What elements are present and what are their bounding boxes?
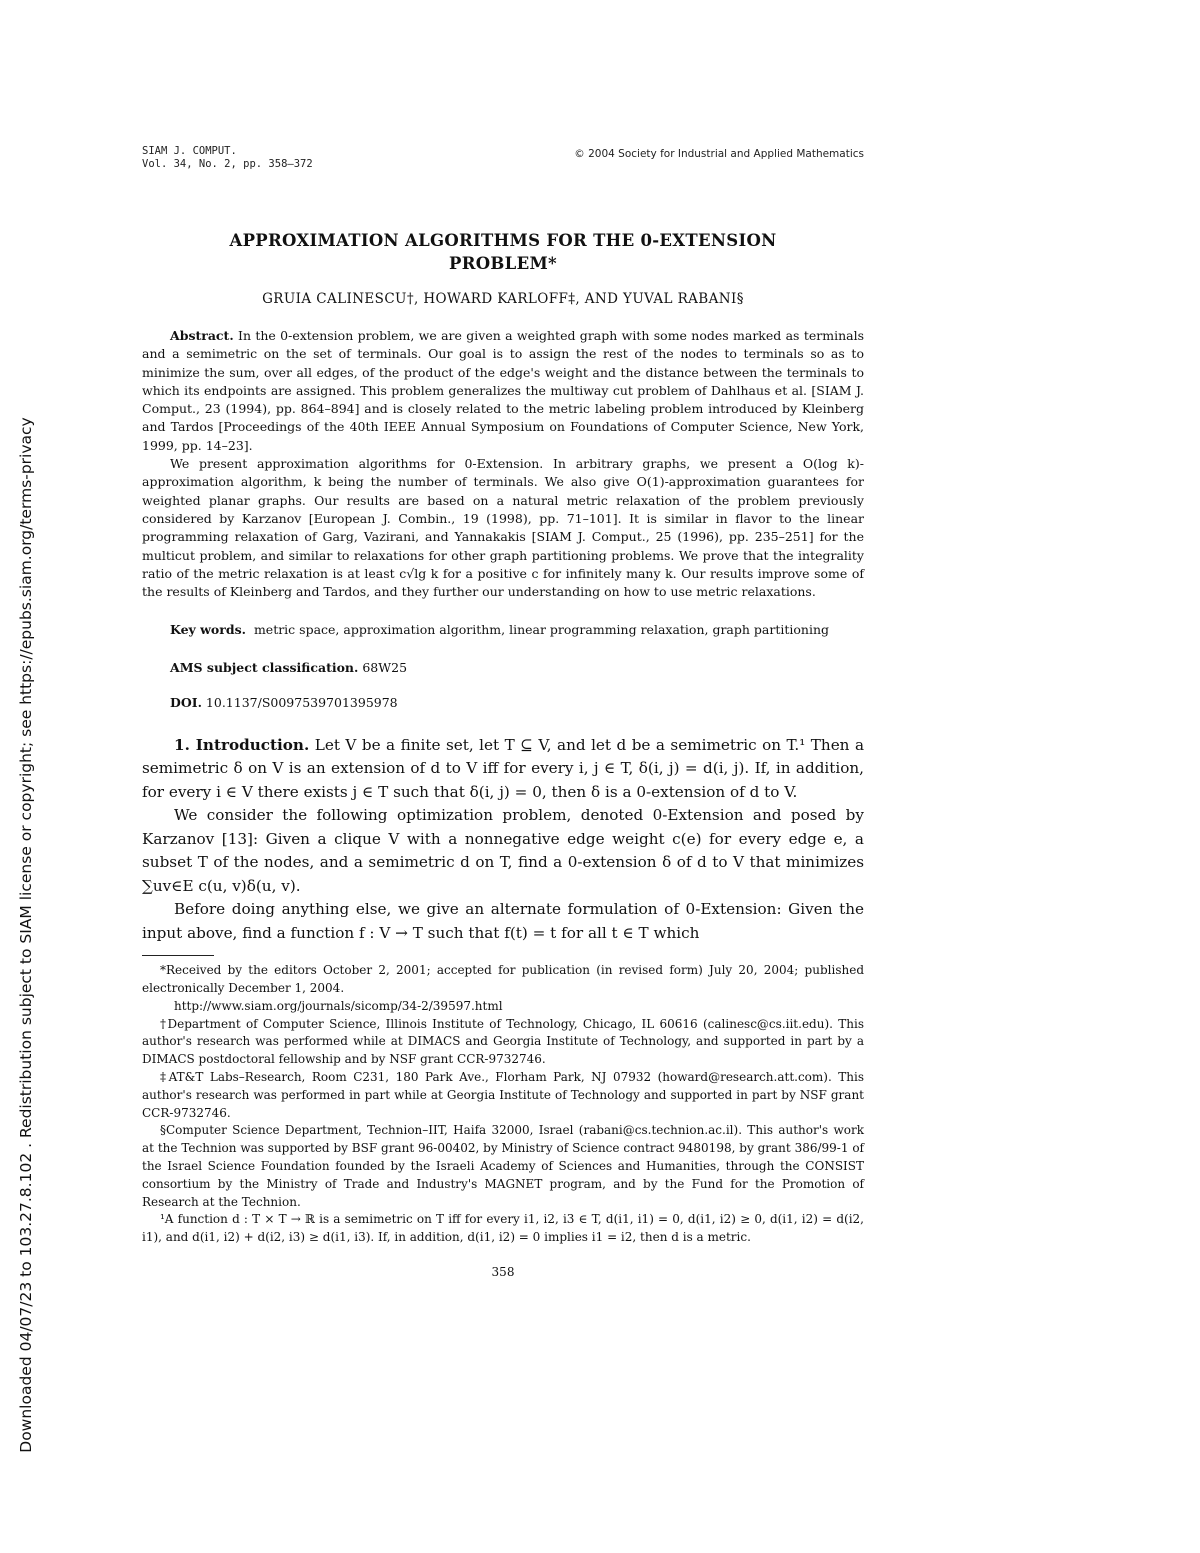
section-heading: 1. Introduction. bbox=[174, 735, 310, 754]
paper-title: APPROXIMATION ALGORITHMS FOR THE 0-EXTENSION PROBLEM* bbox=[229, 231, 777, 273]
doi-label: DOI. bbox=[170, 694, 202, 710]
footnote-received: *Received by the editors October 2, 2001; accepted for publication (in revised form) July 20, 2004; published electronically December 1, 2004. bbox=[142, 963, 864, 996]
footnote-semimetric: ¹A function d : T × T → ℝ is a semimetric on T iff for every i1, i2, i3 ∈ T, d(i1, i1) = 0, d(i1, i2) ≥ 0, d(i1, i2) = d(i2, i1), and d(i1, i2) + d(i2, i3) ≥ d(i1, i3). If, in addition, d(i1, i2) = 0 implies i1 = i2, then d is a metric. bbox=[142, 1212, 864, 1245]
journal-header bbox=[142, 145, 864, 171]
keywords-label: Key words. bbox=[170, 622, 246, 638]
footnote-url[interactable]: http://www.siam.org/journals/sicomp/34-2/39597.html bbox=[174, 998, 503, 1013]
footnotes bbox=[142, 962, 864, 1247]
doi-value: 10.1137/S0097539701395978 bbox=[205, 694, 398, 710]
footnote-author-1: †Department of Computer Science, Illinois Institute of Technology, Chicago, IL 60616 (calinesc@cs.iit.edu). This author's research was performed while at DIMACS and Georgia Institute of Technology, and supported in part by a DIMACS postdoctoral fellowship and by NSF grant CCR-9732746. bbox=[142, 1016, 864, 1067]
journal-info bbox=[142, 145, 313, 171]
footnote-author-2: ‡AT&T Labs–Research, Room C231, 180 Park Ave., Florham Park, NJ 07932 (howard@research.att.com). This author's research was performed in part while at Georgia Institute of Technology and supported in part by NSF grant CCR-9732746. bbox=[142, 1070, 864, 1120]
copyright-notice: © 2004 Society for Industrial and Applied Mathematics bbox=[574, 148, 864, 160]
abstract-paragraph-1 bbox=[142, 327, 864, 455]
abstract-text-1: In the 0-extension problem, we are given a weighted graph with some nodes marked as terminals and a semimetric on the set of terminals. Our goal is to assign the rest of the nodes to terminals so as to minimize the sum, over all edges, of the product of the edge's weight and the distance between the terminals to which its endpoints are assigned. This problem generalizes the multiway cut problem of Dahlhaus et al. [SIAM J. Comput., 23 (1994), pp. 864–894] and is closely related to the metric labeling problem introduced by Kleinberg and Tardos [Proceedings of the 40th IEEE Annual Symposium on Foundations of Computer Science, New York, 1999, pp. 14–23]. bbox=[142, 328, 864, 453]
intro-text-1: Let V be a finite set, let T ⊆ V, and let d be a semimetric on T.¹ Then a semimetric δ on V is an extension of d to V iff for every i, j ∈ T, δ(i, j) = d(i, j). If, in addition, for every i ∈ V there exists j ∈ T such that δ(i, j) = 0, then δ is a 0-extension of d to V. bbox=[142, 735, 865, 801]
page-number: 358 bbox=[491, 1265, 515, 1279]
journal-name: SIAM J. COMPUT. bbox=[142, 145, 237, 157]
doi bbox=[142, 695, 864, 710]
abstract-paragraph-2: We present approximation algorithms for 0-Extension. In arbitrary graphs, we present a O(log k)-approximation algorithm, k being the number of terminals. We also give O(1)-approximation guarantees for weighted planar graphs. Our results are based on a natural metric relaxation of the problem previously considered by Karzanov [European J. Combin., 19 (1998), pp. 71–101]. It is similar in flavor to the linear programming relaxation of Garg, Vazirani, and Yannakakis [SIAM J. Comput., 25 (1996), pp. 235–251] for the multicut problem, and similar to relaxations for other graph partitioning problems. We prove that the integrality ratio of the metric relaxation is at least c√lg k for a positive c for infinitely many k. Our results improve some of the results of Kleinberg and Tardos, and they further our understanding on how to use metric relaxations. bbox=[142, 456, 864, 600]
ams-label: AMS subject classification. bbox=[170, 659, 359, 675]
author-list: GRUIA CALINESCU†, HOWARD KARLOFF‡, AND YUVAL RABANI§ bbox=[262, 291, 744, 307]
ams-value: 68W25 bbox=[362, 659, 408, 675]
paper-page bbox=[142, 145, 864, 1279]
footnote-author-3: §Computer Science Department, Technion–IIT, Haifa 32000, Israel (rabani@cs.technion.ac.il). This author's work at the Technion was supported by BSF grant 96-00402, by Ministry of Science contract 9480198, by grant 386/99-1 of the Israel Science Foundation founded by the Israeli Academy of Sciences and Humanities, through the CONSIST consortium by the Ministry of Trade and Industry's MAGNET program, and by the Fund for the Promotion of Research at the Technion. bbox=[142, 1123, 864, 1209]
intro-paragraph-2: We consider the following optimization problem, denoted 0-Extension and posed by Karzanov [13]: Given a clique V with a nonnegative edge weight c(e) for every edge e, a subset T of the nodes, and a semimetric d on T, find a 0-extension δ of d to V that minimizes ∑uv∈E c(u, v)δ(u, v). bbox=[142, 806, 864, 895]
intro-paragraph-1 bbox=[142, 734, 864, 805]
keywords bbox=[142, 621, 864, 639]
abstract bbox=[142, 327, 864, 601]
footnote-divider bbox=[142, 955, 214, 956]
abstract-heading: Abstract. bbox=[170, 328, 234, 343]
journal-volume: Vol. 34, No. 2, pp. 358–372 bbox=[142, 158, 313, 170]
introduction-section bbox=[142, 734, 864, 946]
ams-classification bbox=[142, 660, 864, 675]
download-stamp: Downloaded 04/07/23 to 103.27.8.102 . Redistribution subject to SIAM license or copyright; see https://epubs.siam.org/terms-privacy bbox=[17, 417, 35, 1453]
intro-paragraph-3: Before doing anything else, we give an alternate formulation of 0-Extension: Given the input above, find a function f : V → T such that f(t) = t for all t ∈ T which bbox=[142, 900, 864, 942]
keywords-text: metric space, approximation algorithm, linear programming relaxation, graph partitioning bbox=[253, 622, 830, 638]
